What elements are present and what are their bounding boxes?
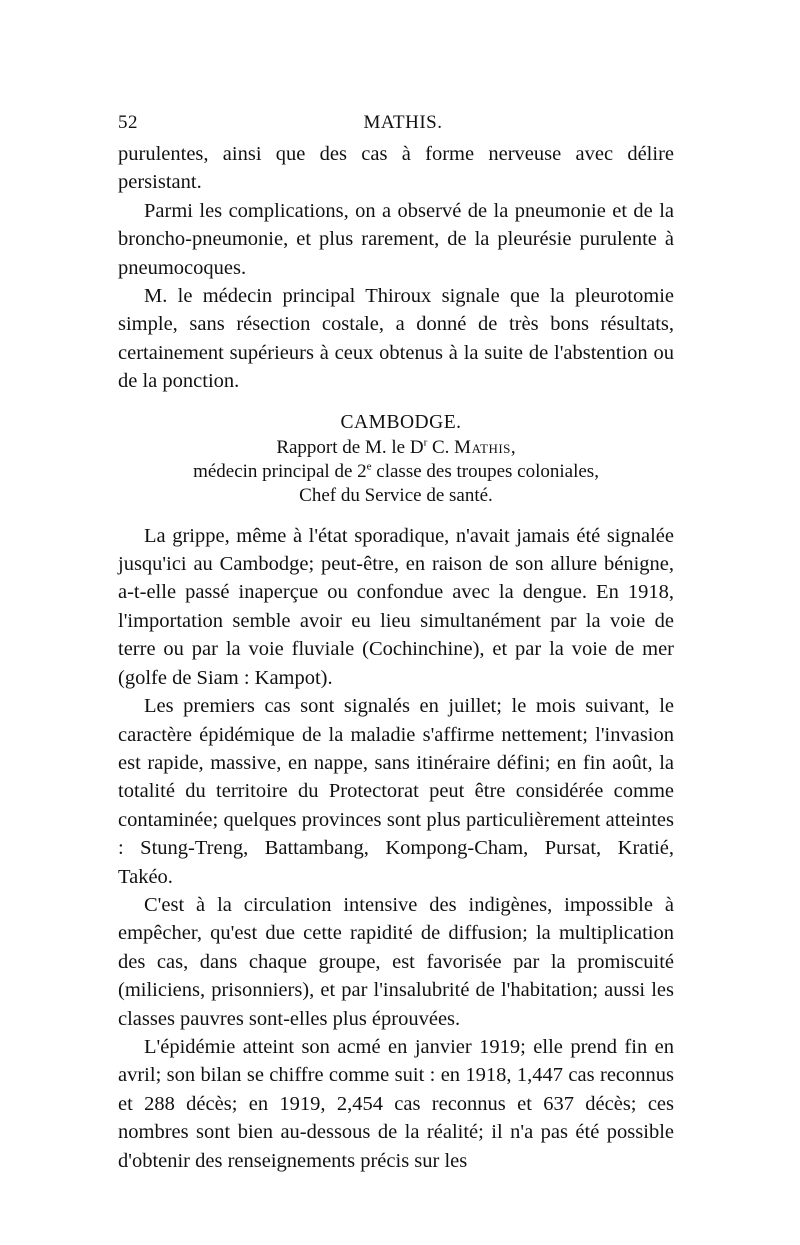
report-author-line: Rapport de M. le $D^r$ C. Mathis, <box>276 436 516 458</box>
paragraph-circulation: C'est à la circulation intensive des indigènes, impossible à empêcher, qu'est due cette rapidité de diffusion; la multiplication des cas, dans chaque groupe, est favorisée par la promiscuité (miliciens, prisonniers), et par l'insalubrité de l'habitation; aussi les classes pauvres sont-elles plus éprouvées. <box>118 893 674 1030</box>
section-heading <box>118 410 674 508</box>
document-page <box>118 112 674 1175</box>
section-body <box>118 522 674 1175</box>
paragraph-premiers-cas: Les premiers cas sont signalés en juillet; le mois suivant, le caractère épidémique de la maladie s'affirme nettement; l'invasion est rapide, massive, en nappe, sans itinéraire défini; en fin août, la totalité du territoire du Protectorat peut être considérée comme contaminée; quelques provinces sont plus particulièrement atteintes : Stung-Treng, Battambang, Kompong-Cham, Pursat, Kratié, Takéo. <box>118 695 674 888</box>
author-name: Mathis <box>454 436 511 458</box>
report-rank-line: médecin principal de 2e classe des troupes coloniales, <box>193 460 599 482</box>
paragraph-complications: Parmi les complications, on a observé de la pneumonie et de la broncho-pneumonie, et plus rarement, de la pleurésie purulente à pneumocoques. <box>118 199 674 279</box>
section-title: CAMBODGE. <box>340 411 462 433</box>
paragraph-pleurotomie: M. le médecin principal Thiroux signale que la pleurotomie simple, sans résection costale, a donné de très bons résultats, certainement supérieurs à ceux obtenus à la suite de l'abstention ou de la ponction. <box>118 285 674 393</box>
running-head-title: MATHIS. <box>363 112 443 133</box>
paragraph-grippe: La grippe, même à l'état sporadique, n'avait jamais été signalée jusqu'ici au Cambodge; peut-être, en raison de son allure bénigne, a-t-elle passé inaperçue ou confondue avec la dengue. En 1918, l'importation semble avoir eu lieu simultanément par la voie de terre ou par la voie fluviale (Cochinchine), et par la voie de mer (golfe de Siam : Kampot). <box>118 524 674 689</box>
report-role-line: Chef du Service de santé. <box>299 484 493 506</box>
paragraph-continued: purulentes, ainsi que des cas à forme nerveuse avec délire persistant. <box>118 143 674 194</box>
paragraph-epidemie: L'épidémie atteint son acmé en janvier 1919; elle prend fin en avril; son bilan se chiffre comme suit : en 1918, 1,447 cas reconnus et 288 décès; en 1919, 2,454 cas reconnus et 637 décès; ces nombres sont bien au-dessous de la réalité; il n'a pas été possible d'obtenir des renseignements précis sur les <box>118 1035 674 1172</box>
running-head <box>118 112 674 140</box>
page-number: 52 <box>118 112 138 133</box>
